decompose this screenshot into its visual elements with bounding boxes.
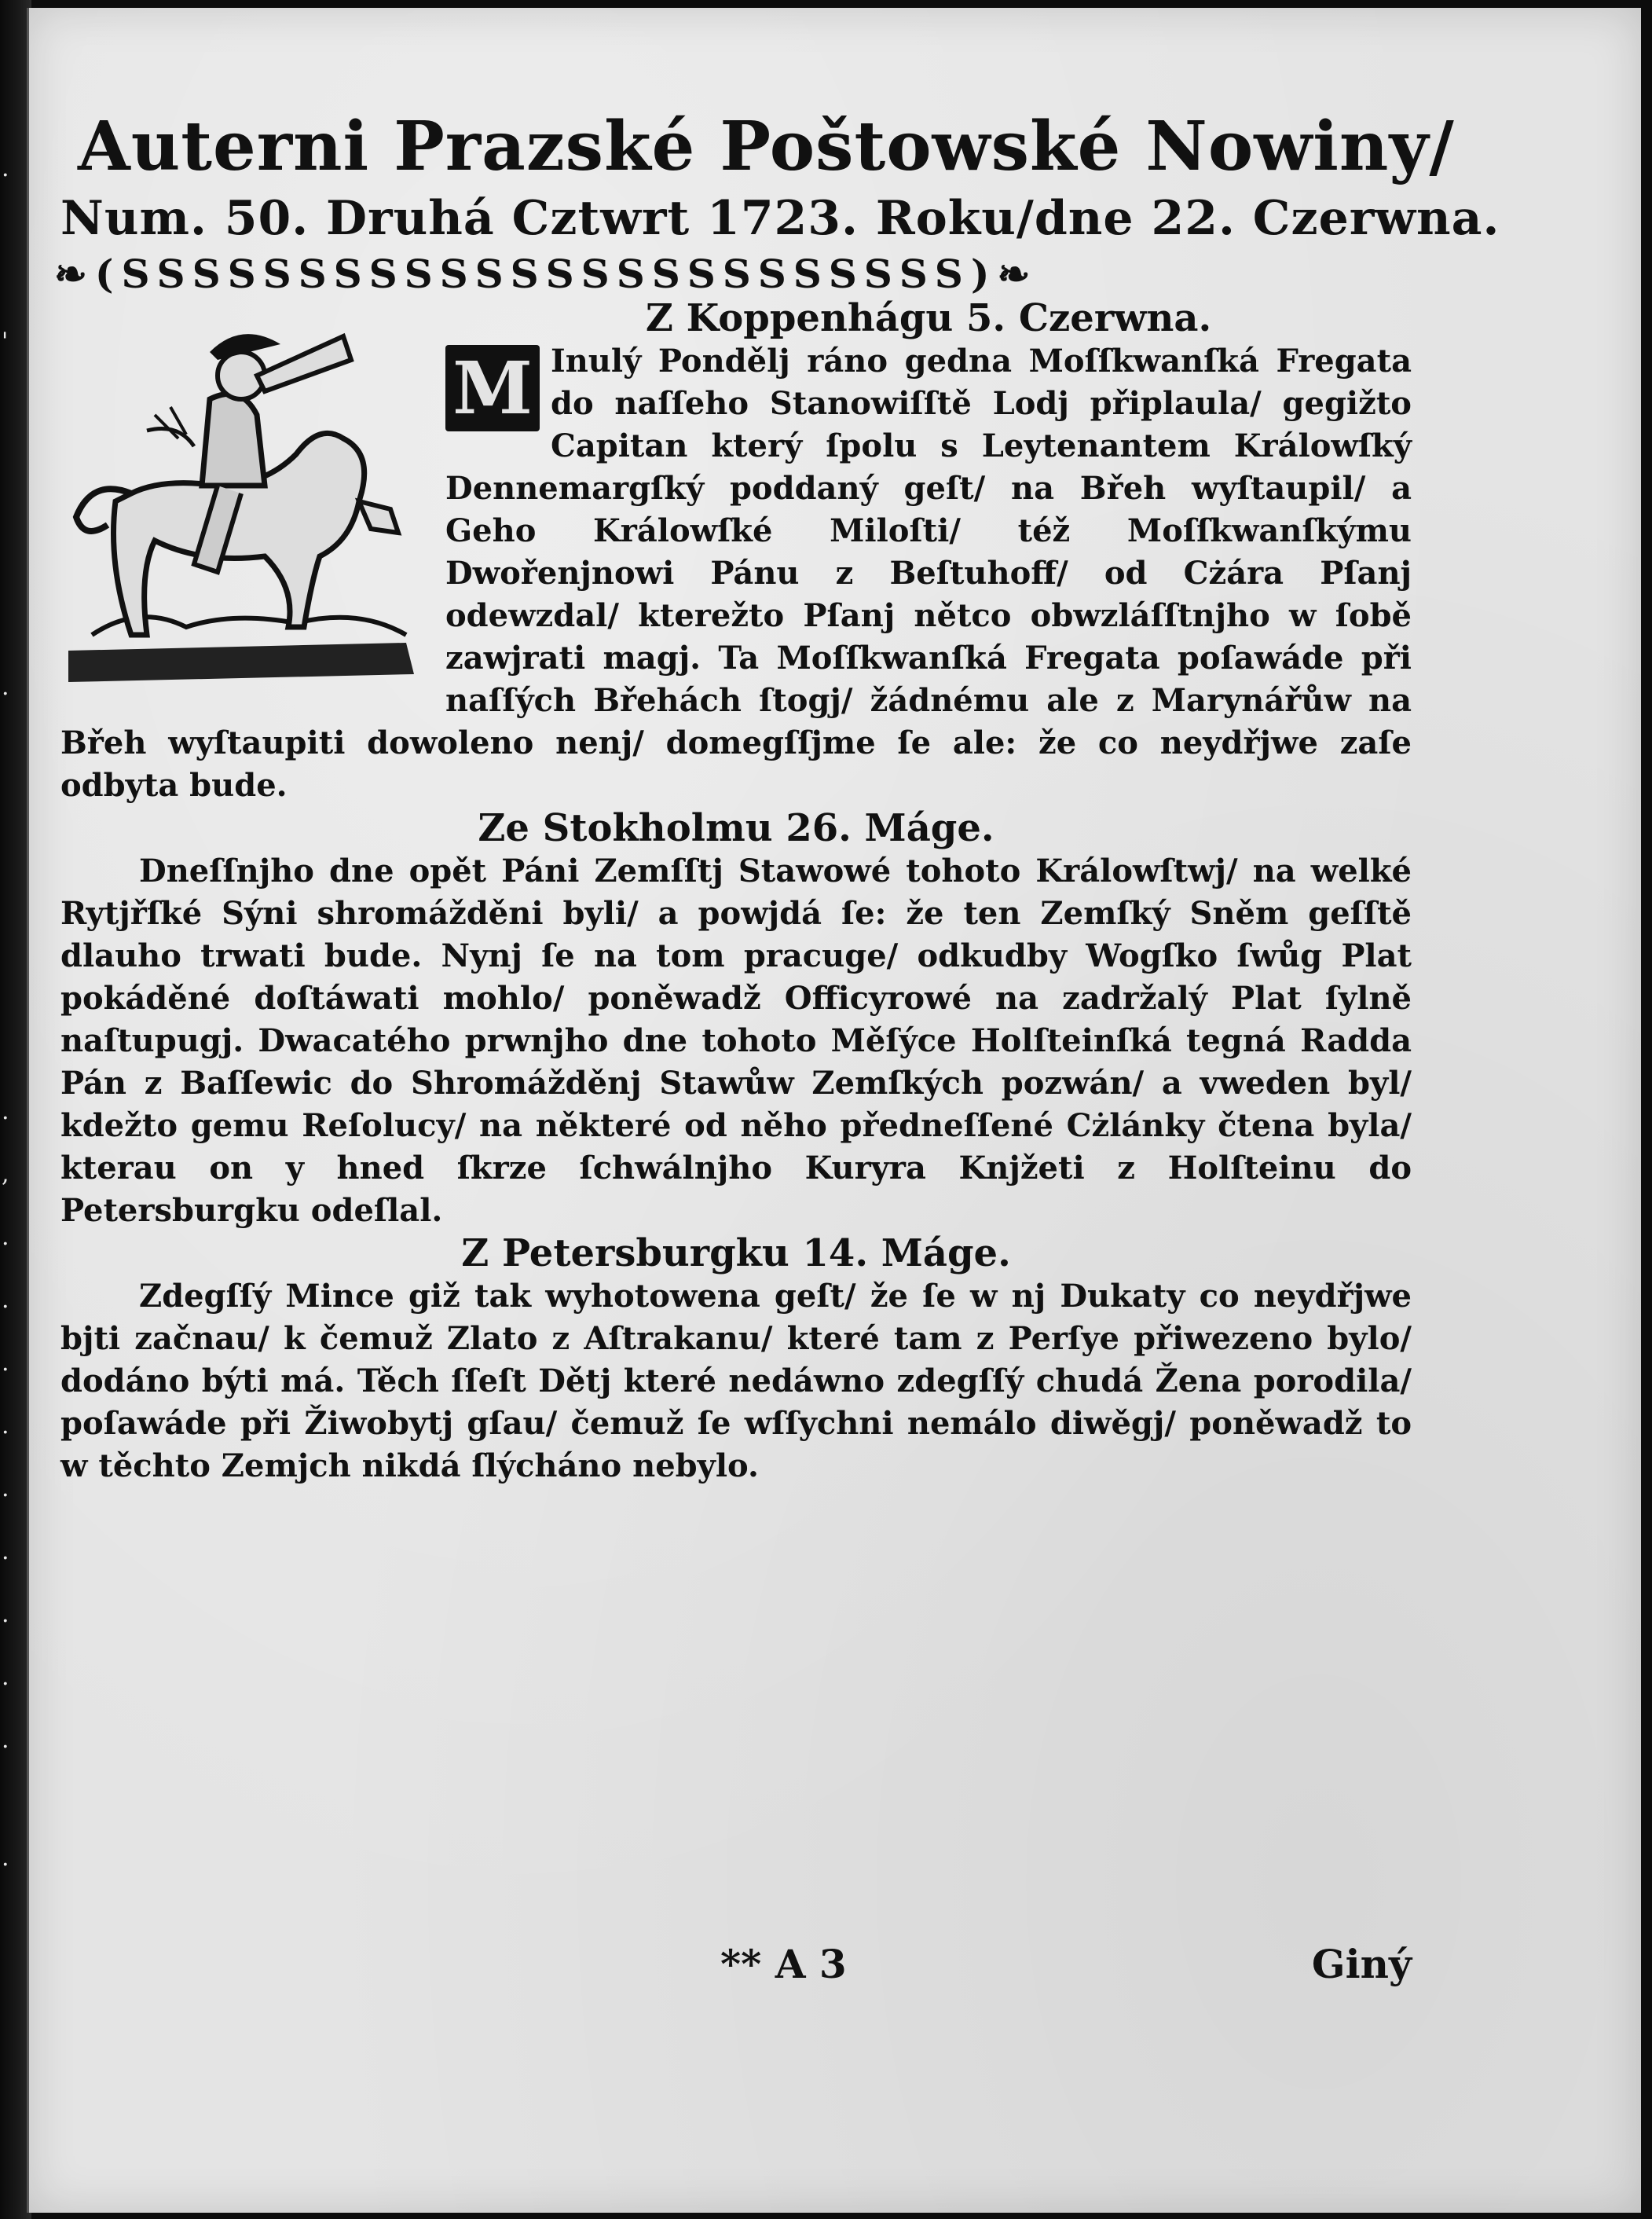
dateline-stockholm: Ze Stokholmu 26. Máge. [478, 805, 994, 850]
ornament-rule: ❧(SSSSSSSSSSSSSSSSSSSSSSSS)❧ [54, 250, 1038, 297]
article-stockholm [60, 807, 1412, 1232]
masthead-title: Auterni Prazské Poštowské Nowiny/ [78, 107, 1455, 186]
dateline-copenhagen: Z Koppenhágu 5. Czerwna. [645, 295, 1212, 340]
article-body-petersburg: Zdegſſý Mince giž tak wyhotowena geſt/ že ſe w nj Dukaty co neydřjwe bjti začnau/ k čemuž Zlato z Aſtrakanu/ které tam z Perſye přiwezeno bylo/ dodáno býti má. Těch ſſeſt Dětj které nedáwno zdegſſý chudá Žena porodila/ poſawáde při Žiwobytj gſau/ čemuž ſe wſſychni nemálo diwěgj/ poněwadž to w těchto Zemjch nikdá ſlýcháno nebylo. [60, 1278, 1412, 1485]
signature-mark: ** A 3 [720, 1941, 847, 1987]
article-body-copenhagen: Inulý Pondělj ráno gedna Moſſkwanſká Fregata do naſſeho Stanowiſſtě Lodj připlaula/ gegižto Capitan který ſpolu s Leytenantem Králowſký Dennemargſký poddaný geſt/ na Břeh wyſtaupil/ a Geho Králowſké Miloſti/ též Moſſkwanſkýmu Dwořenjnowi Pánu z Beſtuhoff/ od Cżára Pſanj odewzdal/ kterežto Pſanj nětco obwzláſſtnjho w ſobě zawjrati magj. Ta Moſſkwanſká Fregata poſawáde při naſſých Břehách ſtogj/ žádnému ale z Marynářůw na Břeh wyſtaupiti dowoleno nenj/ domegſſjme ſe ale: že co neydřjwe zaſe odbyta bude. [60, 342, 1412, 804]
dateline-petersburg: Z Petersburgku 14. Máge. [461, 1231, 1011, 1275]
newspaper-page [27, 8, 1641, 2213]
drop-cap: M [445, 345, 540, 431]
article-body-stockholm: Dneſſnjho dne opět Páni Zemſſtj Stawowé tohoto Králowſtwj/ na welké Rytjřſké Sýni shromážděni byli/ a powjdá ſe: že ten Zemſký Sněm geſſtě dlauho trwati bude. Nynj ſe na tom pracuge/ odkudby Wogſko ſwůg Plat pokáděné doſtáwati mohlo/ poněwadž Officyrowé na zadržalý Plat ſylně naſtupugj. Dwacatého prwnjho dne tohoto Měſýce Holſteinſká tegná Radda Pán z Baſſewic do Shromážděnj Stawůw Zemſkých pozwán/ a vweden byl/ kdežto gemu Reſolucy/ na některé od něho předneſſené Cżlánky čtena byla/ kterau on y hned ſkrze ſchwálnjho Kuryra Knjžeti z Holſteinu do Petersburgku odeſlal. [60, 852, 1412, 1229]
catchword: Giný [1311, 1941, 1412, 1987]
article-petersburg [60, 1232, 1412, 1487]
previous-page-edge: . ' . . , . . . . . . . . . . [2, 155, 9, 1872]
issue-line: Num. 50. Druhá Cztwrt 1723. Roku/dne 22. Czerwna. [60, 190, 1500, 246]
masthead [60, 107, 1455, 186]
article-copenhagen [60, 297, 1412, 807]
page-content [54, 107, 1500, 1487]
page-footer [60, 1941, 1412, 1996]
post-rider-woodcut-icon [60, 305, 422, 698]
